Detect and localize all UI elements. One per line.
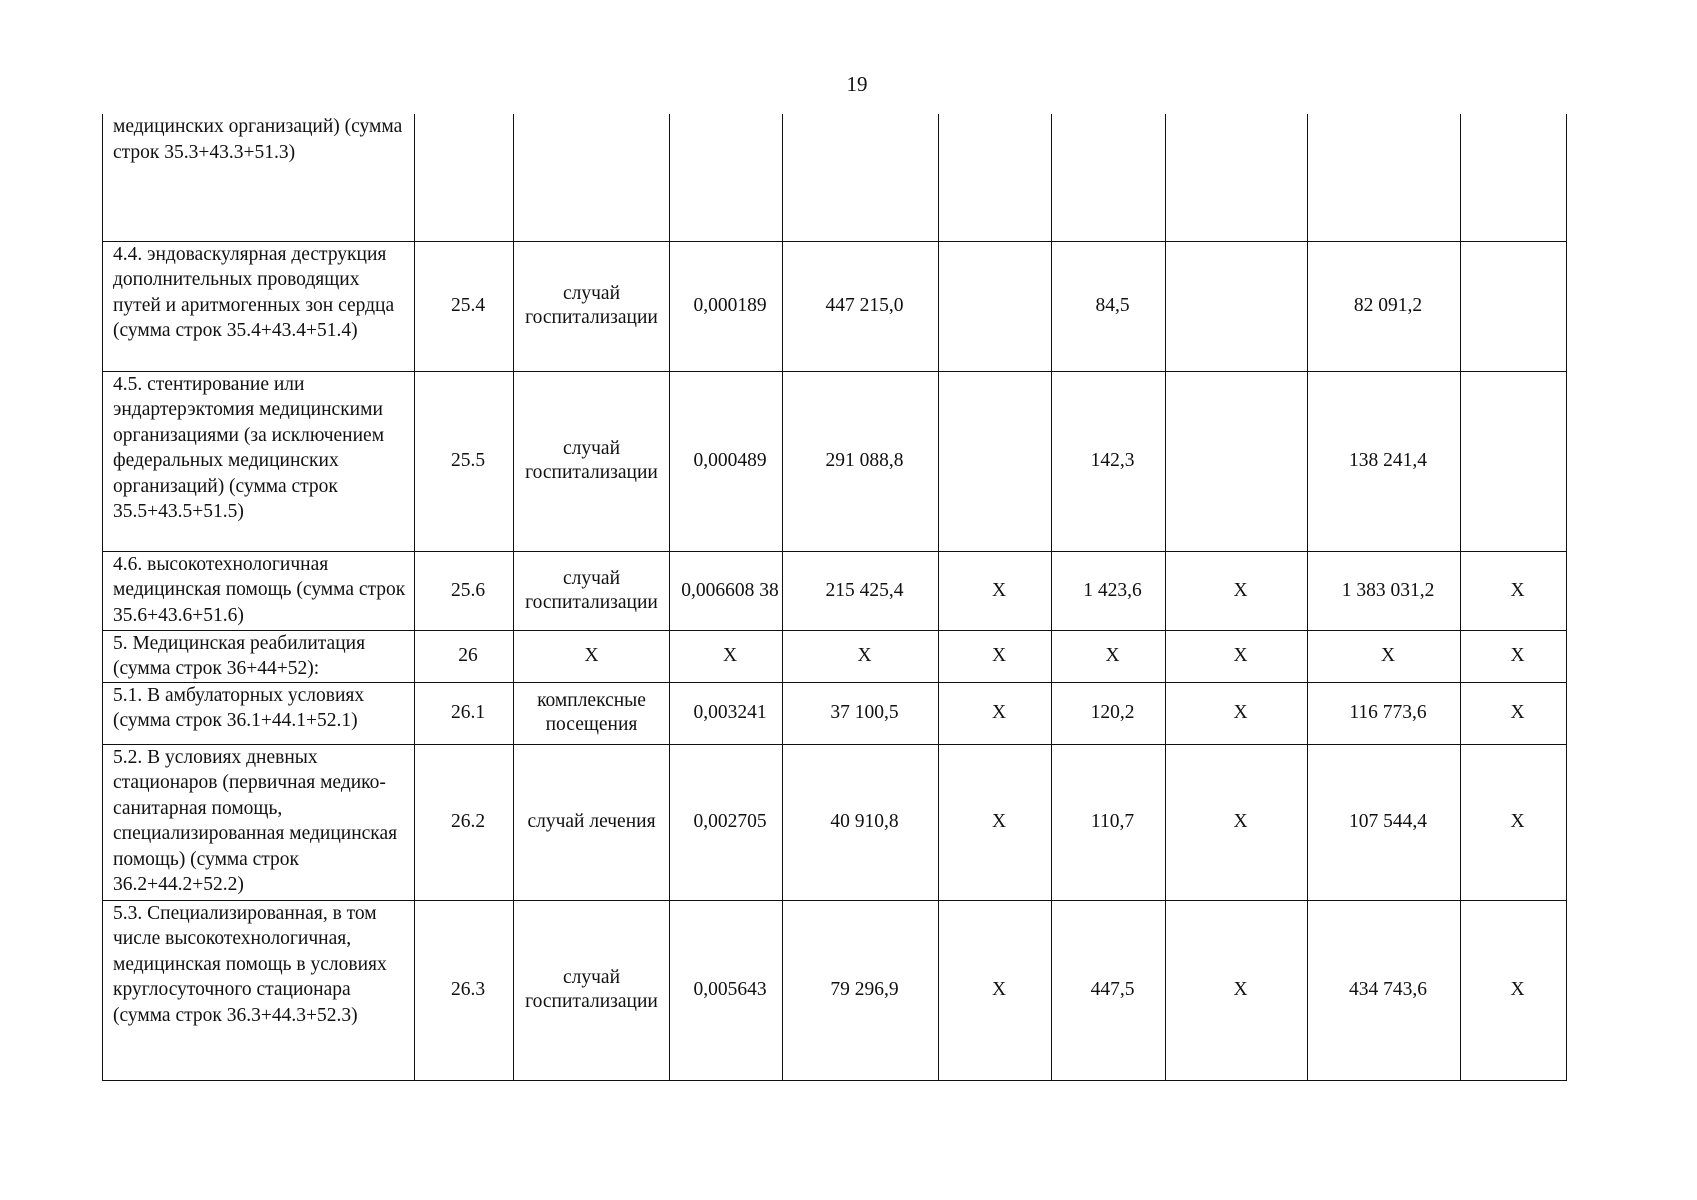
row-name-cell: медицинских организаций) (сумма строк 35.3+43.3+51.3) — [103, 114, 415, 241]
value-cell: X — [783, 630, 939, 682]
line-number-cell — [415, 114, 514, 241]
value-cell — [1166, 371, 1308, 551]
value-cell: X — [1461, 900, 1567, 1080]
value-cell: 0,006608 38 — [670, 551, 783, 630]
line-number-cell: 26 — [415, 630, 514, 682]
value-cell: 110,7 — [1052, 744, 1166, 900]
value-cell: 291 088,8 — [783, 371, 939, 551]
unit-cell: случай госпитализации — [514, 371, 670, 551]
value-cell: 434 743,6 — [1308, 900, 1461, 1080]
value-cell: X — [1308, 630, 1461, 682]
table-row — [103, 630, 1567, 682]
table-row — [103, 371, 1567, 551]
value-cell — [1461, 114, 1567, 241]
value-cell: 0,000189 — [670, 241, 783, 371]
table-row — [103, 682, 1567, 744]
row-name-cell: 4.5. стентирование или эндартерэктомия медицинскими организациями (за исключением федеральных медицинских организаций) (сумма строк 35.5+43.5+51.5) — [103, 371, 415, 551]
table-row — [103, 900, 1567, 1080]
value-cell — [939, 241, 1052, 371]
value-cell — [939, 114, 1052, 241]
row-name-cell: 4.6. высокотехнологичная медицинская помощь (сумма строк 35.6+43.6+51.6) — [103, 551, 415, 630]
value-cell: X — [670, 630, 783, 682]
value-cell — [1166, 241, 1308, 371]
value-cell: X — [1461, 551, 1567, 630]
row-name-cell: 5. Медицинская реабилитация (сумма строк 36+44+52): — [103, 630, 415, 682]
value-cell: X — [939, 744, 1052, 900]
row-name-cell: 5.1. В амбулаторных условиях (сумма строк 36.1+44.1+52.1) — [103, 682, 415, 744]
value-cell — [1461, 241, 1567, 371]
page-number: 19 — [846, 72, 868, 96]
value-cell: X — [1166, 682, 1308, 744]
value-cell: 1 423,6 — [1052, 551, 1166, 630]
data-table — [102, 114, 1567, 1081]
value-cell: X — [939, 900, 1052, 1080]
unit-cell: комплексные посещения — [514, 682, 670, 744]
unit-cell: случай лечения — [514, 744, 670, 900]
value-cell: 37 100,5 — [783, 682, 939, 744]
value-cell — [783, 114, 939, 241]
value-cell: 1 383 031,2 — [1308, 551, 1461, 630]
value-cell: 79 296,9 — [783, 900, 939, 1080]
value-cell: X — [1461, 630, 1567, 682]
value-cell: X — [1461, 682, 1567, 744]
unit-cell: X — [514, 630, 670, 682]
unit-cell — [514, 114, 670, 241]
value-cell: 0,002705 — [670, 744, 783, 900]
line-number-cell: 25.5 — [415, 371, 514, 551]
value-cell: 116 773,6 — [1308, 682, 1461, 744]
line-number-cell: 26.2 — [415, 744, 514, 900]
row-name-cell: 5.3. Специализированная, в том числе высокотехнологичная, медицинская помощь в условиях круглосуточного стационара (сумма строк 36.3+44.3+52.3) — [103, 900, 415, 1080]
line-number-cell: 26.3 — [415, 900, 514, 1080]
unit-cell: случай госпитализации — [514, 900, 670, 1080]
line-number-cell: 25.4 — [415, 241, 514, 371]
value-cell: 447,5 — [1052, 900, 1166, 1080]
value-cell: 40 910,8 — [783, 744, 939, 900]
value-cell: X — [1166, 744, 1308, 900]
value-cell: 447 215,0 — [783, 241, 939, 371]
table-row — [103, 241, 1567, 371]
line-number-cell: 26.1 — [415, 682, 514, 744]
value-cell: 138 241,4 — [1308, 371, 1461, 551]
value-cell — [939, 371, 1052, 551]
value-cell: X — [1166, 630, 1308, 682]
value-cell: 82 091,2 — [1308, 241, 1461, 371]
table-row — [103, 551, 1567, 630]
unit-cell: случай госпитализации — [514, 241, 670, 371]
value-cell — [1166, 114, 1308, 241]
value-cell: 0,003241 — [670, 682, 783, 744]
value-cell — [1461, 371, 1567, 551]
value-cell — [1052, 114, 1166, 241]
value-cell: 142,3 — [1052, 371, 1166, 551]
table-row — [103, 114, 1567, 241]
table-row — [103, 744, 1567, 900]
value-cell: X — [939, 630, 1052, 682]
unit-cell: случай госпитализации — [514, 551, 670, 630]
value-cell: 84,5 — [1052, 241, 1166, 371]
row-name-cell: 4.4. эндоваскулярная деструкция дополнительных проводящих путей и аритмогенных зон сердца (сумма строк 35.4+43.4+51.4) — [103, 241, 415, 371]
value-cell: 0,005643 — [670, 900, 783, 1080]
value-cell: X — [939, 551, 1052, 630]
value-cell: 0,000489 — [670, 371, 783, 551]
value-cell: X — [1052, 630, 1166, 682]
value-cell — [670, 114, 783, 241]
value-cell: X — [1166, 551, 1308, 630]
value-cell: X — [939, 682, 1052, 744]
value-cell: 107 544,4 — [1308, 744, 1461, 900]
value-cell: 215 425,4 — [783, 551, 939, 630]
value-cell: X — [1166, 900, 1308, 1080]
line-number-cell: 25.6 — [415, 551, 514, 630]
row-name-cell: 5.2. В условиях дневных стационаров (первичная медико-санитарная помощь, специализированная медицинская помощь) (сумма строк 36.2+44.2+52.2) — [103, 744, 415, 900]
value-cell: 120,2 — [1052, 682, 1166, 744]
value-cell — [1308, 114, 1461, 241]
value-cell: X — [1461, 744, 1567, 900]
